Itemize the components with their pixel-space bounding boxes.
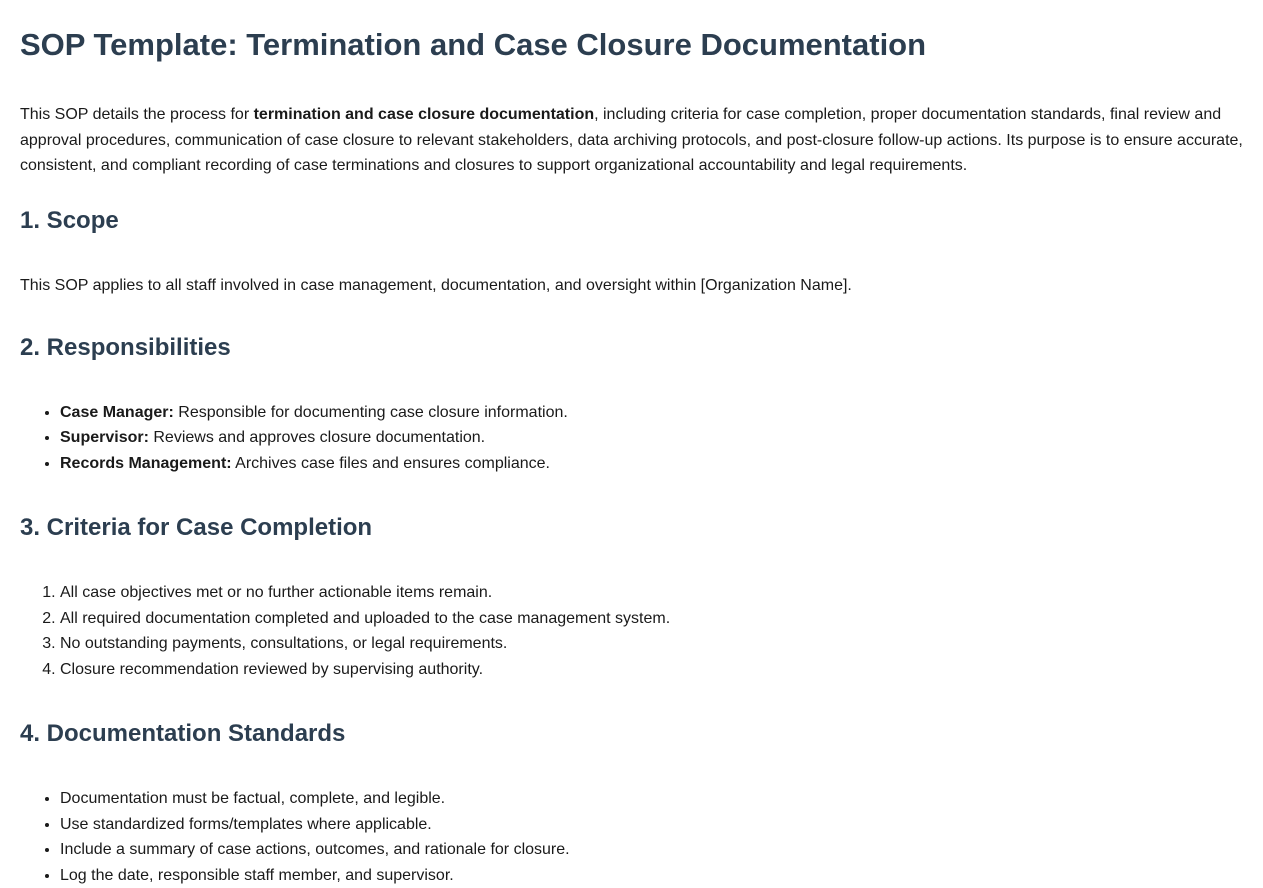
list-item: 4. Closure recommendation reviewed by supervising authority. (60, 657, 1243, 683)
intro-text-start: This SOP details the process for (20, 106, 254, 123)
criteria-list (20, 580, 1243, 682)
scope-text: This SOP applies to all staff involved in case management, documentation, and oversight within [Organization Name]. (20, 273, 1243, 298)
criteria-heading: 3. Criteria for Case Completion (20, 513, 1243, 543)
responsibilities-heading: 2. Responsibilities (20, 333, 1243, 363)
list-item: • Use standardized forms/templates where applicable. (60, 812, 1243, 838)
list-item (60, 425, 1243, 451)
scope-heading: 1. Scope (20, 206, 1243, 236)
list-item: 3. No outstanding payments, consultations, or legal requirements. (60, 631, 1243, 657)
list-item (60, 400, 1243, 426)
role-name: Case Manager: (60, 404, 174, 421)
role-name: Supervisor: (60, 429, 149, 446)
list-item: • Documentation must be factual, complete, and legible. (60, 786, 1243, 812)
page-title: SOP Template: Termination and Case Closure Documentation (20, 0, 1243, 64)
role-description: Reviews and approves closure documentation. (149, 429, 485, 446)
role-name: Records Management: (60, 455, 232, 472)
role-description: Archives case files and ensures compliance. (232, 455, 550, 472)
intro-text-end: , including criteria for case completion, proper documentation standards, final review and approval procedures, communication of case closure to relevant stakeholders, data archiving protocols, and post-closure follow-up actions. Its purpose is to ensure accurate, consistent, and compliant recording of case terminations and closures to support organizational accountability and legal requirements. (20, 106, 1243, 174)
list-item (60, 451, 1243, 477)
responsibilities-list (20, 400, 1243, 477)
standards-list (20, 786, 1243, 888)
list-item: 1. All case objectives met or no further actionable items remain. (60, 580, 1243, 606)
standards-heading: 4. Documentation Standards (20, 719, 1243, 749)
intro-emphasis: termination and case closure documentation (254, 106, 595, 123)
list-item: • Include a summary of case actions, outcomes, and rationale for closure. (60, 837, 1243, 863)
intro-paragraph (20, 102, 1243, 179)
role-description: Responsible for documenting case closure information. (174, 404, 568, 421)
list-item: • Log the date, responsible staff member, and supervisor. (60, 863, 1243, 888)
list-item: 2. All required documentation completed and uploaded to the case management system. (60, 606, 1243, 632)
